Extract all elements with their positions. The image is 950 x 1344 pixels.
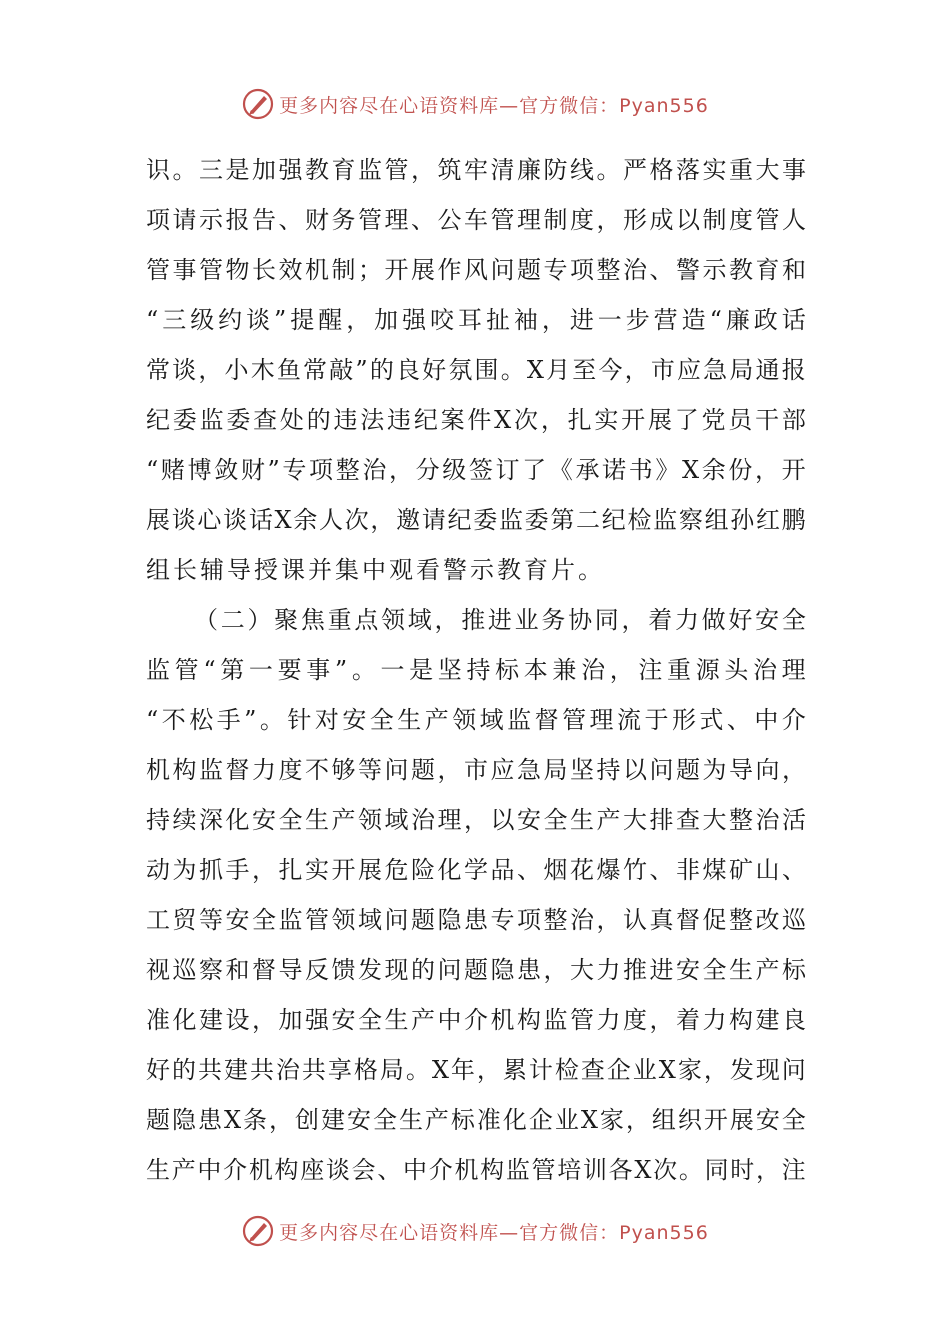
pen-logo-icon [241, 87, 275, 121]
header-watermark [0, 84, 950, 124]
body-text-line: 持 续 深 化 安 全 生 产 领 域 治 理 ， 以 安 全 生 产 大 排 查 大 整 治 活 [146, 806, 806, 834]
body-text-line: 题 隐 患 X 条 ， 创 建 安 全 生 产 标 准 化 企 业 X 家 ， 组 织 开 展 安 全 [146, 1106, 806, 1134]
body-text-line: 工 贸 等 安 全 监 管 领 域 问 题 隐 患 专 项 整 治 ， 认 真 督 促 整 改 巡 [146, 906, 806, 934]
footer-watermark-text: 更多内容尽在心语资料库—官方微信：Pyan556 [279, 1221, 709, 1244]
body-text-line: “ 不 松 手 ” 。 针 对 安 全 生 产 领 域 监 督 管 理 流 于 形 式 、 中 介 [146, 706, 806, 734]
body-text-line: 准 化 建 设 ， 加 强 安 全 生 产 中 介 机 构 监 管 力 度 ， 着 力 构 建 良 [146, 1006, 806, 1034]
document-body [146, 145, 806, 1195]
body-text-line: 机 构 监 督 力 度 不 够 等 问 题 ， 市 应 急 局 坚 持 以 问 题 为 导 向 ， [146, 756, 806, 784]
body-text-line: 动 为 抓 手 ， 扎 实 开 展 危 险 化 学 品 、 烟 花 爆 竹 、 非 煤 矿 山 、 [146, 856, 806, 884]
body-text-line: 项 请 示 报 告 、 财 务 管 理 、 公 车 管 理 制 度 ， 形 成 以 制 度 管 人 [146, 206, 806, 234]
body-text-line: 视 巡 察 和 督 导 反 馈 发 现 的 问 题 隐 患 ， 大 力 推 进 安 全 生 产 标 [146, 956, 806, 984]
body-text-line: “ 赌 博 敛 财 ” 专 项 整 治 ， 分 级 签 订 了 《 承 诺 书 》 X 余 份 ， 开 [146, 456, 806, 484]
header-watermark-text: 更多内容尽在心语资料库—官方微信：Pyan556 [279, 94, 709, 117]
pen-logo-icon [241, 1214, 275, 1248]
body-text-line: 组长辅导授课并集中观看警示教育片。 [146, 556, 605, 584]
body-text-line: 常 谈 ， 小 木 鱼 常 敲 ” 的 良 好 氛 围 。 X 月 至 今 ， 市 应 急 局 通 报 [146, 356, 806, 384]
body-text-line: （ 二 ） 聚 焦 重 点 领 域 ， 推 进 业 务 协 同 ， 着 力 做 好 安 全 [194, 606, 806, 634]
body-text-line: 纪 委 监 委 查 处 的 违 法 违 纪 案 件 X 次 ， 扎 实 开 展 了 党 员 干 部 [146, 406, 806, 434]
body-text-line: 监 管 “ 第 一 要 事 ” 。 一 是 坚 持 标 本 兼 治 ， 注 重 源 头 治 理 [146, 656, 806, 684]
body-text-line: 识 。 三 是 加 强 教 育 监 管 ， 筑 牢 清 廉 防 线 。 严 格 落 实 重 大 事 [146, 156, 806, 184]
body-text-line: 展 谈 心 谈 话 X 余 人 次 ， 邀 请 纪 委 监 委 第 二 纪 检 监 察 组 孙 红 鹏 [146, 506, 806, 534]
body-text-line: 管 事 管 物 长 效 机 制 ； 开 展 作 风 问 题 专 项 整 治 、 警 示 教 育 和 [146, 256, 806, 284]
footer-watermark [0, 1211, 950, 1251]
body-text-line: “ 三 级 约 谈 ” 提 醒 ， 加 强 咬 耳 扯 袖 ， 进 一 步 营 造 “ 廉 政 话 [146, 306, 806, 334]
body-text-line: 生 产 中 介 机 构 座 谈 会 、 中 介 机 构 监 管 培 训 各 X 次 。 同 时 ， 注 [146, 1156, 806, 1184]
body-text-line: 好 的 共 建 共 治 共 享 格 局 。 X 年 ， 累 计 检 查 企 业 X 家 ， 发 现 问 [146, 1056, 806, 1084]
